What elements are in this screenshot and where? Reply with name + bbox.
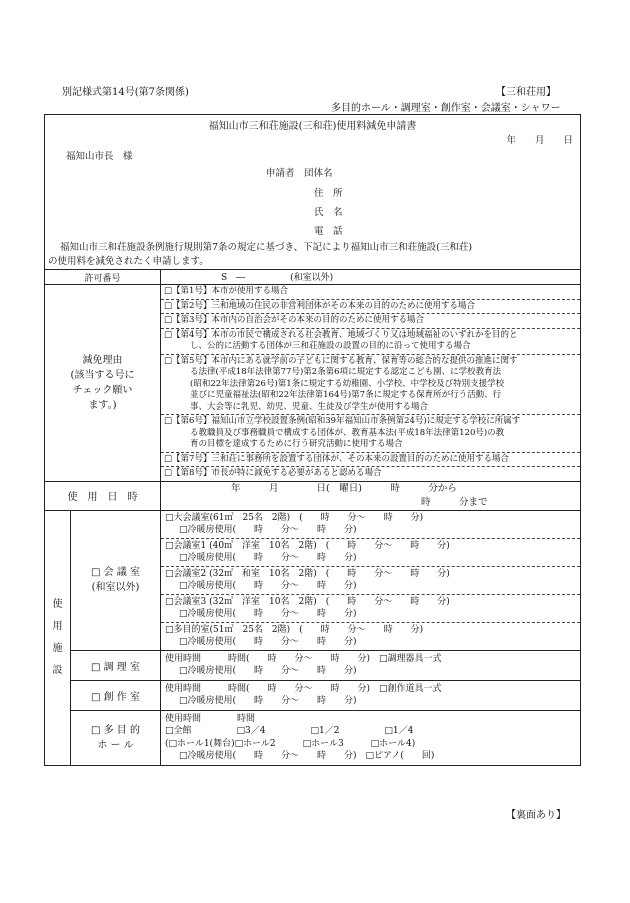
reason-item-7[interactable]: □【第7号】三和荘に事務所を設置する団体が、その本来の設置目的のために使用する場合 [161,452,580,467]
reason-item-1[interactable]: □【第1号】本市が使用する場合 [164,286,288,296]
room-meeting-2[interactable]: □会議室2 (32㎡ 和室 10名 2階) ( 時 分〜 時 分) □冷暖房使用( 時 分〜 時 分) [161,566,580,594]
application-form [44,114,581,766]
facility-label: 使 用 施 設 [45,510,71,765]
intro-line-1: 福知山市三和荘施設条例施行規則第7条の規定に基づき、下記により福知山市三和荘施設(三和荘) [60,242,473,253]
meeting-room-checkbox[interactable]: □ 会 議 室 (和室以外) [71,510,161,650]
form-reference: 別記様式第14号(第7条関係) [62,87,189,98]
applicant-label: 申請者 [266,168,295,179]
addressee: 福知山市長 様 [66,151,133,162]
kitchen-checkbox[interactable]: □ 調 理 室 [71,650,161,680]
reason-item-5[interactable]: □【第5号】本市内にある就学前の子どもに関する教育、保育等の総合的な提供の推進に関す る法律(平成18年法律第77号)第2条第6項に規定する認定こども園、に学校教育法 (昭和22年法律第26号)第1条に規定する幼稚園、小学校、中学校及び特別支援学校 並びに児童福祉法(昭和22年法律第164号)第7条に規定する保育所が行う活動、行 事、大会等に乳児、幼児、児童、生徒及び学生が使用する場合 [161,354,580,415]
reason-item-2[interactable]: □【第2号】三和地域の住民の非営利団体がその本来の目的のために使用する場合 [161,299,580,314]
usage-datetime-field[interactable]: 年 月 日( 曜日) 時 分から 時 分まで [161,481,581,510]
form-title: 福知山市三和荘施設(三和荘)使用料減免申請書 [208,121,417,132]
permit-number-field[interactable]: S ― (和室以外) [161,270,581,285]
reason-item-6[interactable]: □【第6号】福知山市立学校設置条例(昭和39年福知山市条例第24号)に規定する学校に所属す る教職員及び事務職員で構成する団体が、教育基本法(平成18年法律第120号)の教 育の目標を達成するために行う研究活動に使用する場合 [161,414,580,452]
permit-label: 許可番号 [45,270,161,285]
room-types: 多目的ホール・調理室・創作室・会議室・シャワー [331,103,561,114]
reason-item-3[interactable]: □【第3号】本市内の自治会がその本来の目的のために使用する場合 [161,313,580,328]
form-header-block [45,115,581,270]
reason-label: 減免理由 (該当する号に チェック願い ます。) [45,285,161,482]
craft-room-checkbox[interactable]: □ 創 作 室 [71,680,161,710]
back-page-note: 【裏面あり】 [506,810,566,821]
name-field[interactable]: 氏 名 [314,207,343,218]
date-field[interactable]: 年 月 日 [506,135,574,146]
room-meeting-3[interactable]: □会議室3 (32㎡ 洋室 10名 2階) ( 時 分〜 時 分) □冷暖房使用( 時 分〜 時 分) [161,594,580,622]
craft-room-usage[interactable]: 使用時間 時間( 時 分〜 時 分) □創作道具一式 □冷暖房使用( 時 分〜 時 分) [161,680,581,710]
intro-line-2: の使用料を減免されたく申請します。 [48,256,209,267]
room-multipurpose[interactable]: □多目的室(51㎡ 25名 2階) ( 時 分〜 時 分) □冷暖房使用( 時 分〜 時 分) [161,622,580,650]
room-large-hall[interactable]: □大会議室(61㎡ 25名 2階) ( 時 分〜 時 分) □冷暖房使用( 時 分〜 時 分) [165,512,424,535]
reason-item-8[interactable]: □【第8号】市長が特に減免する必要があると認める場合 [161,466,580,481]
reason-list [161,285,581,482]
hall-usage[interactable]: 使用時間 時間 □全館 □3／4 □1／2 □1／4 (□ホール1(舞台)□ホール2 □ホール3 □ホール4) □冷暖房使用( 時 分〜 時 分) □ピアノ( 回) [161,710,581,765]
hall-checkbox[interactable]: □ 多 目 的 ホ ー ル [71,710,161,765]
meeting-room-list [161,510,581,650]
usage-datetime-label: 使 用 日 時 [45,481,161,510]
room-meeting-1[interactable]: □会議室1 (40㎡ 洋室 10名 2階) ( 時 分〜 時 分) □冷暖房使用( 時 分〜 時 分) [161,538,580,566]
kitchen-usage[interactable]: 使用時間 時間( 時 分〜 時 分) □調理器具一式 □冷暖房使用( 時 分〜 時 分) [161,650,581,680]
usage-tag: 【三和荘用】 [496,87,556,98]
reason-item-4[interactable]: □【第4号】本市の市民で構成される社会教育、地域づくり又は地域福祉のいずれかを目的と し、公的に活動する団体が三和荘施設の設置の目的に沿って使用する場合 [161,328,580,354]
org-name-field[interactable]: 団体名 [304,168,333,179]
address-field[interactable]: 住 所 [314,188,343,199]
phone-field[interactable]: 電 話 [314,226,343,237]
